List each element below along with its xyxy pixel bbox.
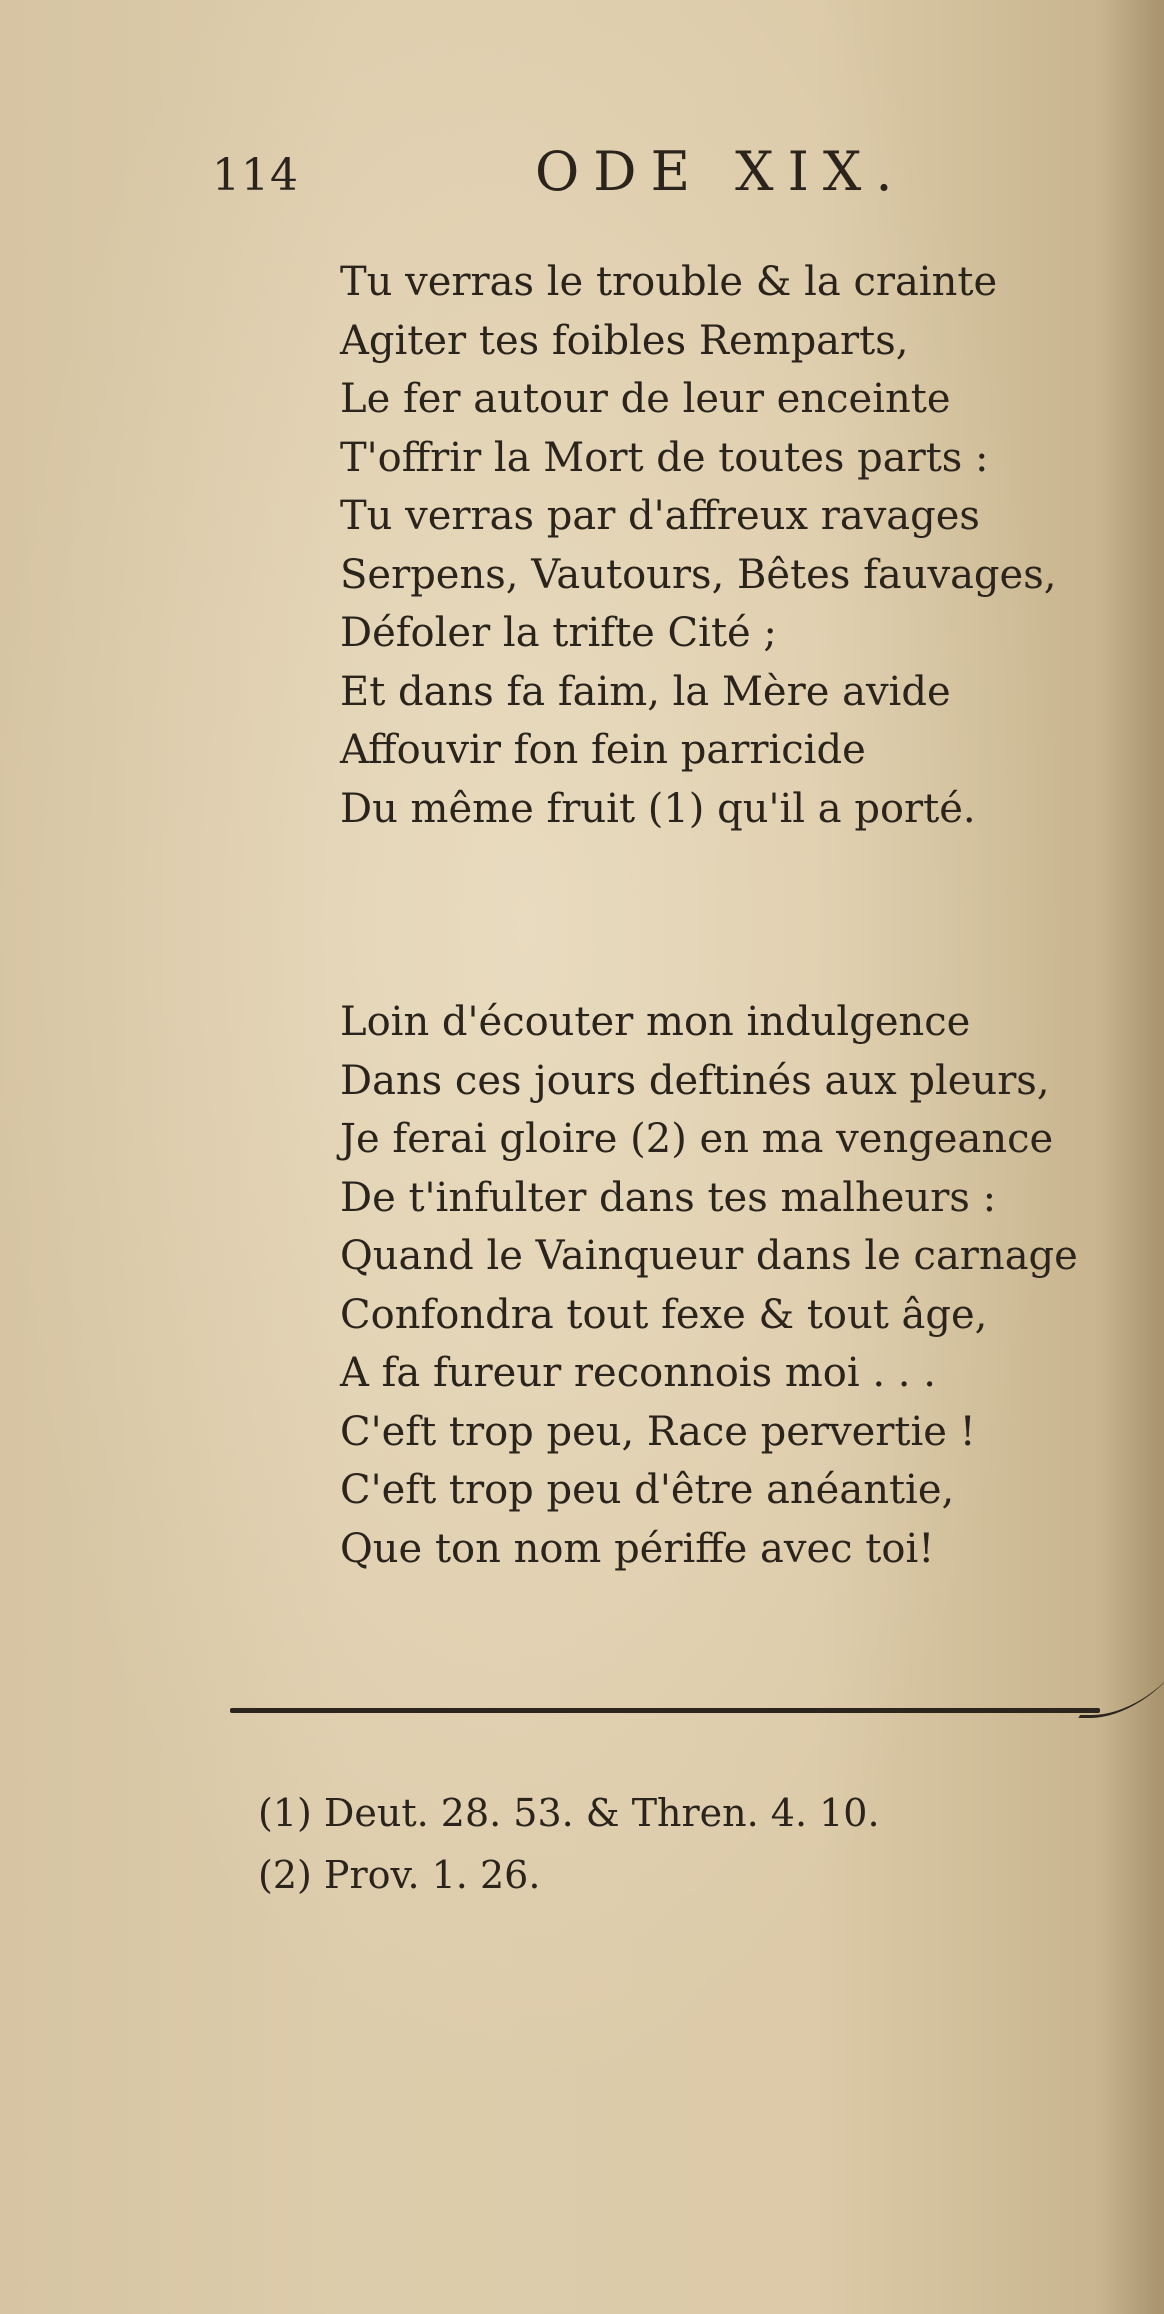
verse-line: Tu verras par d'affreux ravages — [340, 493, 980, 539]
verse-line: Je ferai gloire (2) en ma vengeance — [340, 1116, 1054, 1162]
verse-line: Affouvir fon fein parricide — [340, 727, 866, 773]
verse-line: Confondra tout fexe & tout âge, — [340, 1291, 988, 1338]
footnote-1: (1) Deut. 28. 53. & Thren. 4. 10. — [258, 1791, 880, 1835]
verse-line: Que ton nom périffe avec toi! — [340, 1525, 935, 1572]
footnotes — [258, 1782, 880, 1906]
verse-line: Loin d'écouter mon indulgence — [340, 999, 971, 1045]
verse-line: Et dans fa faim, la Mère avide — [340, 668, 951, 715]
verse-line: Tu verras le trouble & la crainte — [340, 259, 998, 305]
verse-line: De t'infulter dans tes malheurs : — [340, 1174, 997, 1221]
verse-line: Agiter tes foibles Remparts, — [340, 317, 909, 364]
verse-line: C'eft trop peu, Race pervertie ! — [340, 1408, 976, 1455]
verse-line: T'offrir la Mort de toutes parts : — [340, 434, 989, 481]
verse-line: Dans ces jours deftinés aux pleurs, — [340, 1057, 1050, 1104]
page-number: 114 — [212, 150, 299, 201]
verse-line: Du même fruit (1) qu'il a porté. — [340, 785, 976, 832]
verse-line: Serpens, Vautours, Bêtes fauvages, — [340, 551, 1057, 598]
verse-line: C'eft trop peu d'être anéantie, — [340, 1467, 955, 1513]
footnote-separator-rule — [230, 1708, 1100, 1713]
footnote-2: (2) Prov. 1. 26. — [258, 1853, 541, 1897]
verse-line: A fa fureur reconnois moi . . . — [340, 1350, 936, 1396]
verse-line: Le fer autour de leur enceinte — [340, 376, 951, 422]
verse-line: Quand le Vainqueur dans le carnage — [340, 1233, 1078, 1279]
stanza-1 — [340, 253, 1080, 838]
verse-line: Défoler la trifte Cité ; — [340, 610, 777, 656]
page-gutter-shadow — [1104, 0, 1164, 2314]
stanza-2 — [340, 993, 1080, 1578]
running-title: ODE XIX. — [535, 140, 907, 203]
